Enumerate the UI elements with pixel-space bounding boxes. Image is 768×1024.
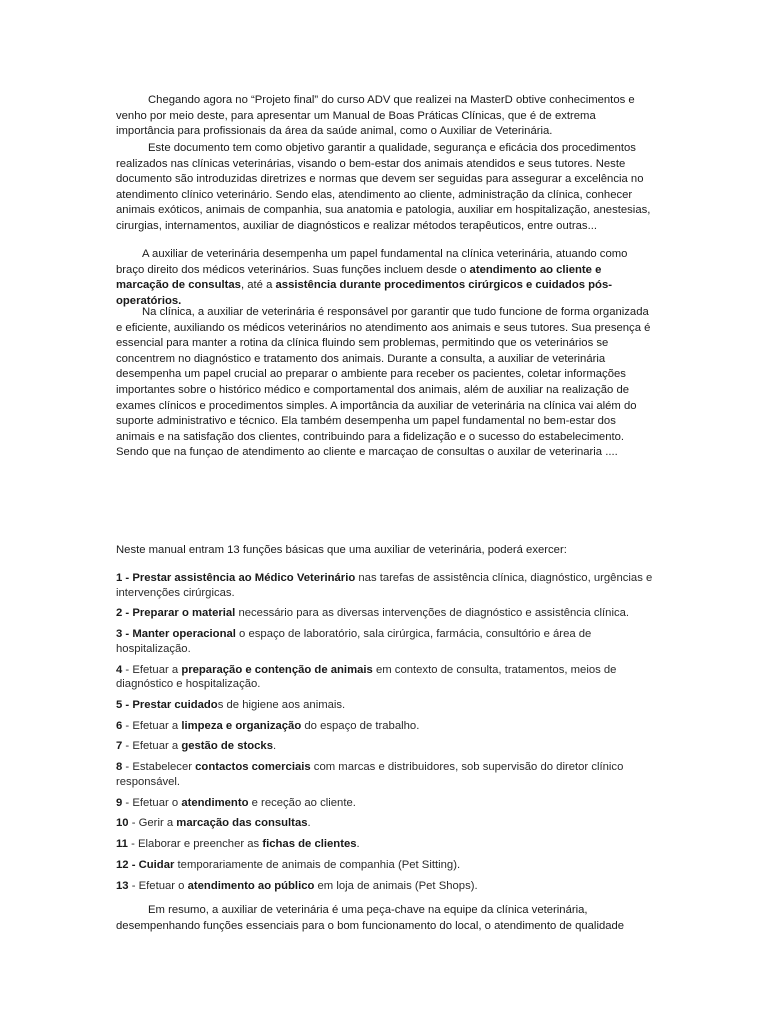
list-item: [116, 719, 656, 734]
item-number: 12 -: [116, 858, 139, 871]
item-bold-term: atendimento ao público: [187, 879, 315, 892]
item-number: 2 -: [116, 607, 133, 620]
summary-paragraph: Em resumo, a auxiliar de veterinária é uma peça-chave na equipe da clínica veterinária, desempenhando funções essenciais para o bom funcionamento do local, o atendimento de qualidade: [116, 904, 625, 932]
item-text-pre: - Efetuar a: [122, 740, 182, 753]
item-number: 5 -: [116, 698, 133, 711]
intro-paragraph-3: [116, 247, 653, 309]
item-bold-term: Preparar o material: [132, 607, 236, 620]
item-bold-term: limpeza e organização: [181, 719, 302, 732]
item-text-post: s de higiene aos animais.: [217, 698, 346, 711]
item-bold-term: fichas de clientes: [262, 838, 357, 851]
item-bold-term: preparação e contenção de animais: [181, 663, 373, 676]
item-number: 1 -: [116, 572, 133, 584]
functions-list-heading: Neste manual entram 13 funções básicas que uma auxiliar de veterinária, poderá exercer:: [116, 544, 567, 556]
item-number: 4: [116, 663, 123, 676]
item-number: 10: [116, 817, 129, 830]
item-text-post: e receção ao cliente.: [248, 796, 356, 809]
intro-paragraph-2: Este documento tem como objetivo garantir a qualidade, segurança e eficácia dos procedimentos realizados nas clínicas veterinárias, visando o bem-estar dos animais atendidos e seus tutores. Neste documento são introduzidas diretrizes e normas que devem ser seguidas para assegurar a excelência no atendimento clínico veterinário. Sendo elas, atendimento ao cliente, administração da clínica, conhecer animais exóticos, animais de companhia, sua anatomia e patologia, auxiliar em hospitalização, anestesias, cirurgias, internamentos, auxiliar de diagnósticos e realizar métodos terapêuticos, entre outras...: [116, 142, 651, 232]
intro-paragraph-1: Chegando agora no “Projeto final” do curso ADV que realizei na MasterD obtive conhecimentos e venho por meio deste, para apresentar um Manual de Boas Práticas Clínicas, que é de extrema importância para profissionais da área da saúde animal, como o Auxiliar de Veterinária.: [116, 94, 635, 138]
item-text-pre: - Efetuar o: [122, 796, 182, 809]
list-item: [116, 858, 656, 873]
item-text-pre: - Elaborar e preencher as: [127, 838, 263, 851]
item-number: 7: [116, 740, 123, 753]
item-number: 3 -: [116, 628, 133, 641]
item-bold-term: Prestar cuidado: [132, 698, 218, 711]
item-text-post: em loja de animais (Pet Shops).: [314, 879, 478, 892]
item-text-post: .: [356, 838, 360, 851]
p3-bold-1: atendimento ao cliente e marcação de consultas: [116, 263, 602, 292]
list-item: [116, 627, 656, 656]
functions-list: [116, 571, 656, 900]
item-number: 9: [116, 796, 123, 809]
item-bold-term: gestão de stocks: [181, 740, 273, 753]
list-item: [116, 698, 656, 713]
item-text-pre: - Gerir a: [128, 817, 177, 830]
item-text-pre: - Efetuar o: [128, 879, 188, 892]
list-item: [116, 796, 656, 811]
p3-text-c: , até a: [240, 279, 276, 292]
p3-text-a: A auxiliar de veterinária desempenha um papel fundamental na clínica veterinária, atuando como braço direito dos médicos veterinários. Suas funções incluem desde o: [116, 248, 628, 276]
item-bold-term: Cuidar: [138, 858, 175, 871]
item-bold-term: contactos comerciais: [195, 761, 311, 774]
item-number: 8: [116, 761, 123, 774]
item-text-post: com marcas e distribuidores, sob supervisão do diretor clínico responsável.: [116, 761, 624, 788]
p3-bold-2: assistência durante procedimentos cirúrgicos e cuidados pós-operatórios.: [116, 279, 612, 307]
item-bold-term: atendimento: [181, 796, 249, 809]
item-text-post: .: [307, 817, 311, 830]
list-item: [116, 571, 656, 600]
item-text-post: em contexto de consulta, tratamentos, meios de diagnóstico e hospitalização.: [116, 663, 617, 691]
list-item: [116, 760, 656, 789]
item-bold-term: Prestar assistência ao Médico Veterinário: [132, 572, 356, 584]
item-text-post: .: [273, 740, 277, 753]
item-bold-term: marcação das consultas: [176, 817, 308, 830]
list-item: [116, 837, 656, 852]
item-text-post: do espaço de trabalho.: [301, 719, 420, 732]
list-item: [116, 879, 656, 894]
list-item: [116, 816, 656, 831]
intro-paragraph-4: Na clínica, a auxiliar de veterinária é responsável por garantir que tudo funcione de forma organizada e eficiente, auxiliando os médicos veterinários no atendimento aos animais e seus tutores. Sua presença é essencial para manter a rotina da clínica fluindo sem problemas, permitindo que os veterinários se concentrem no diagnóstico e tratamento dos animais. Durante a consulta, a auxiliar de veterinária desempenha um papel crucial ao preparar o ambiente para receber os pacientes, coletar informações importantes sobre o histórico médico e comportamental dos animais, além de auxiliar na realização de exames clínicos e procedimentos simples. A importância da auxiliar de veterinária na clínica vai além do suporte administrativo e técnico. Ela também desempenha um papel fundamental no bem-estar dos animais e na satisfação dos clientes, contribuindo para a fidelização e o sucesso do estabelecimento. Sendo que na funçao de atendimento ao cliente e marcaçao de consultas o auxilar de veterinaria ....: [116, 306, 651, 459]
item-bold-term: Manter operacional: [132, 628, 236, 641]
item-text-pre: - Efetuar a: [122, 719, 182, 732]
item-text-post: nas tarefas de assistência clínica, diagnóstico, urgências e intervenções cirúrgicas.: [116, 572, 653, 599]
item-text-post: temporariamente de animais de companhia (Pet Sitting).: [174, 858, 461, 871]
list-item: [116, 739, 656, 754]
item-text-pre: - Efetuar a: [122, 663, 182, 676]
list-item: [116, 606, 656, 621]
item-number: 13: [116, 879, 129, 892]
item-text-post: o espaço de laboratório, sala cirúrgica, farmácia, consultório e área de hospitalização.: [116, 628, 592, 655]
item-text-post: necessário para as diversas intervenções de diagnóstico e assistência clínica.: [235, 607, 630, 620]
item-text-pre: - Estabelecer: [122, 761, 196, 774]
item-number: 6: [116, 719, 123, 732]
item-number: 11: [116, 838, 128, 851]
list-item: [116, 663, 656, 692]
